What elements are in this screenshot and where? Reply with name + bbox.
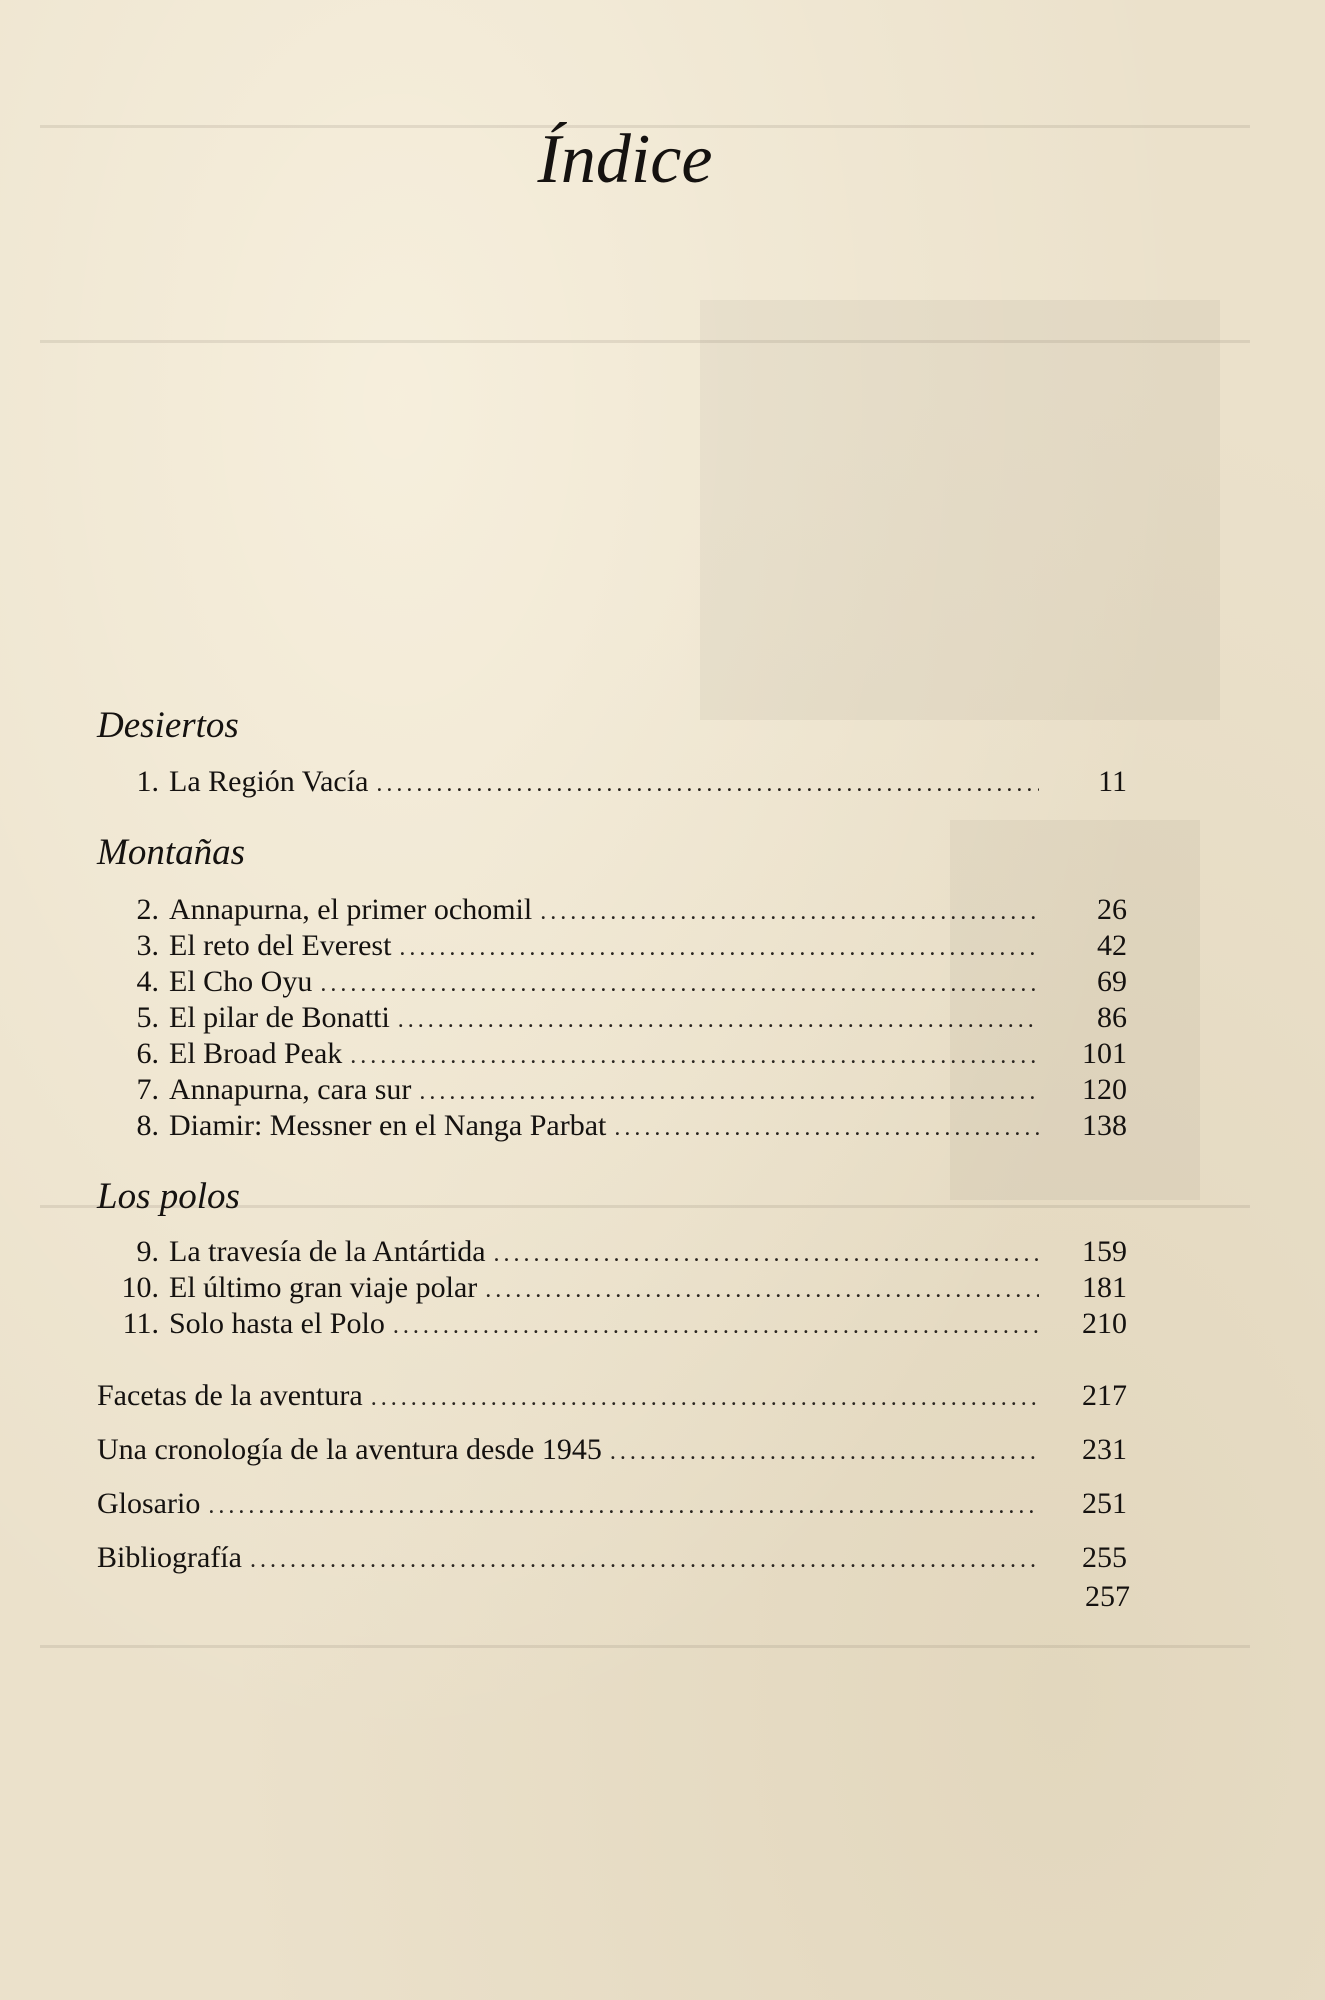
toc-entry [97,893,1127,927]
dot-leader [485,1273,1039,1307]
show-through-rule [40,1645,1250,1648]
chapter-number: 5. [136,1001,159,1034]
toc-entry [97,1379,1127,1413]
dot-leader [494,1237,1039,1271]
page-number: 11 [1098,765,1127,798]
dot-leader [398,1003,1039,1037]
chapter-number: 1. [136,765,159,798]
chapter-title: El Broad Peak [169,1037,343,1070]
toc-entry [97,929,1127,963]
section-heading: Montañas [97,832,245,873]
chapter-title: Diamir: Messner en el Nanga Parbat [169,1109,607,1142]
dot-leader [614,1111,1039,1145]
chapter-number: 6. [136,1037,159,1070]
page-number: 231 [1082,1433,1127,1466]
toc-entry [97,1271,1127,1305]
page-number: 138 [1082,1109,1127,1142]
dot-leader [371,1381,1039,1415]
dot-leader [350,1039,1039,1073]
page-number: 42 [1097,929,1127,962]
chapter-number: 8. [136,1109,159,1142]
toc-entry [97,965,1127,999]
page-number: 101 [1082,1037,1127,1070]
appendix-title: Facetas de la aventura [97,1379,363,1412]
toc-entry [97,1073,1127,1107]
chapter-number: 3. [136,929,159,962]
chapter-number: 11. [122,1307,159,1340]
page-number: 217 [1082,1379,1127,1412]
chapter-title: La Región Vacía [169,765,369,798]
chapter-number: 7. [136,1073,159,1106]
toc-entry [97,1487,1127,1521]
toc-entry [97,765,1127,799]
section-heading: Los polos [97,1176,240,1217]
chapter-title: El Cho Oyu [169,965,313,998]
page-number: 210 [1082,1307,1127,1340]
dot-leader [610,1435,1039,1469]
chapter-number: 2. [136,893,159,926]
dot-leader [250,1543,1039,1577]
appendix-title: Bibliografía [97,1541,242,1574]
chapter-title: El pilar de Bonatti [169,1001,390,1034]
page-number: 26 [1097,893,1127,926]
toc-entry [97,1541,1127,1575]
page-number: 69 [1097,965,1127,998]
page-number: 120 [1082,1073,1127,1106]
chapter-title: La travesía de la Antártida [169,1235,486,1268]
section-heading: Desiertos [97,705,239,746]
chapter-title: El último gran viaje polar [169,1271,478,1304]
toc-entry [97,1109,1127,1143]
chapter-title: Annapurna, cara sur [169,1073,412,1106]
toc-entry [97,1433,1127,1467]
dot-leader [399,931,1039,965]
toc-entry [97,1001,1127,1035]
appendix-title: Una cronología de la aventura desde 1945 [97,1433,602,1466]
page-title: Índice [537,121,713,198]
toc-entry [97,1235,1127,1269]
toc-entry [97,1307,1127,1341]
page-number: 251 [1082,1487,1127,1520]
dot-leader [208,1489,1039,1523]
show-through-rule [40,340,1250,343]
dot-leader [320,967,1039,1001]
chapter-title: Annapurna, el primer ochomil [169,893,533,926]
page-number: 255 [1082,1541,1127,1574]
dot-leader [376,767,1039,801]
chapter-number: 10. [121,1271,159,1304]
chapter-title: El reto del Everest [169,929,392,962]
page-number: 181 [1082,1271,1127,1304]
chapter-number: 9. [136,1235,159,1268]
dot-leader [419,1075,1039,1109]
folio-page-number: 257 [1085,1580,1130,1613]
page-number: 86 [1097,1001,1127,1034]
dot-leader [540,895,1039,929]
page-number: 159 [1082,1235,1127,1268]
show-through-panel [700,300,1220,720]
appendix-title: Glosario [97,1487,201,1520]
chapter-number: 4. [136,965,159,998]
dot-leader [393,1309,1039,1343]
chapter-title: Solo hasta el Polo [169,1307,385,1340]
toc-entry [97,1037,1127,1071]
